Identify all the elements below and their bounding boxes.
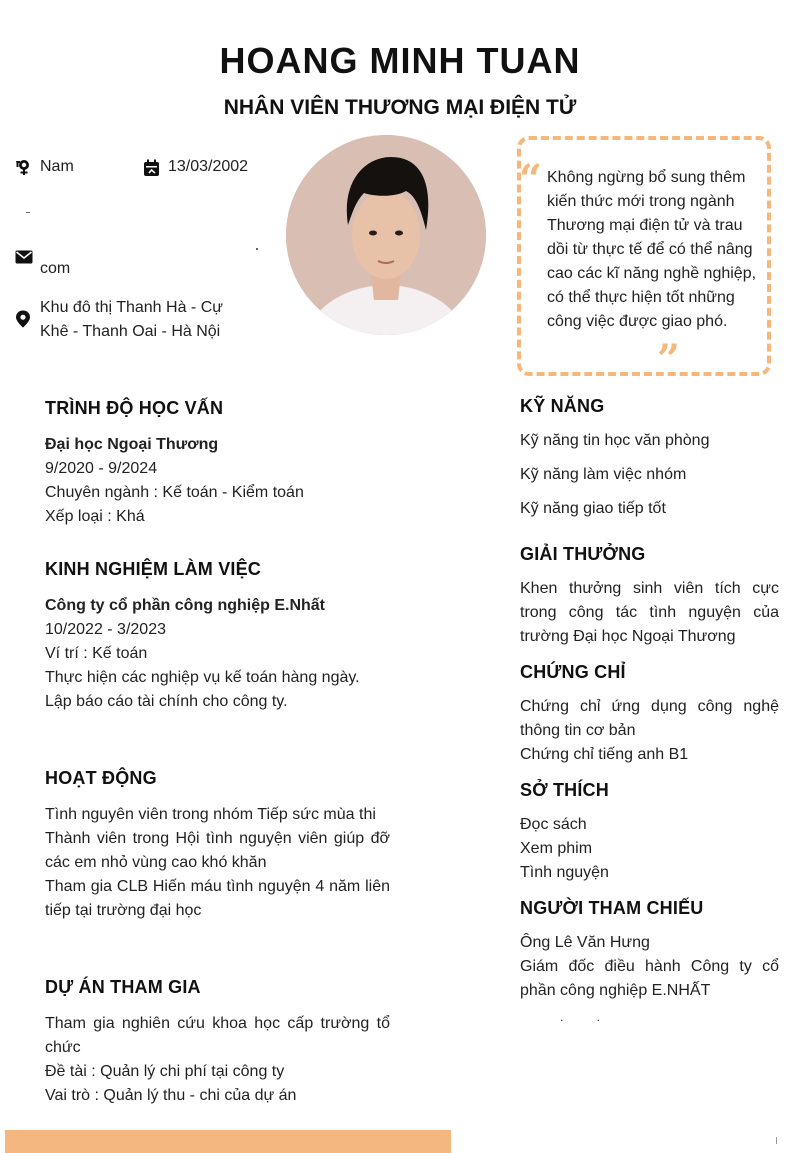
skill-item: Kỹ năng làm việc nhóm [520,466,687,483]
projects-list [45,1012,390,1108]
experience-role: Ví trí : Kế toán [45,645,148,662]
list-item: Chứng chỉ ứng dụng công nghệ thông tin cơ bản [520,698,779,739]
list-item: Đề tài : Quản lý chi phí tại công ty [45,1063,285,1080]
address-line-1: Khu đô thị Thanh Hà - Cự [40,299,223,316]
birthdate-value: 13/03/2002 [168,158,249,175]
references-section [520,931,779,1003]
education-grade: Xếp loại : Khá [45,508,145,525]
gender-icon [14,158,32,176]
references-heading: NGƯỜI THAM CHIẾU [520,898,704,918]
list-item: Đọc sách [520,816,587,833]
education-major: Chuyên ngành : Kế toán - Kiểm toán [45,484,304,501]
candidate-name: HOANG MINH TUAN [219,40,581,81]
projects-heading: DỰ ÁN THAM GIA [45,977,201,997]
job-title: NHÂN VIÊN THƯƠNG MẠI ĐIỆN TỬ [223,96,577,119]
list-item: Xem phim [520,840,593,857]
reference-title: Giám đốc điều hành Công ty cổ phần công nghiệp E.NHẤT [520,958,779,999]
footer-tick [776,1137,777,1144]
certificates-heading: CHỨNG CHỈ [520,662,626,682]
list-item: Tình nguyện [520,864,609,881]
education-school: Đại học Ngoại Thương [45,436,219,453]
reference-contact-placeholder: . . [560,1010,601,1024]
email-dot [256,248,258,250]
envelope-icon [15,248,33,266]
open-quote-icon: “ [519,156,543,203]
close-quote-icon: ” [657,336,681,383]
experience-task: Thực hiện các nghiệp vụ kế toán hàng ngày. [45,669,360,686]
address-line-2: Khê - Thanh Oai - Hà Nội [40,323,221,340]
experience-heading: KINH NGHIỆM LÀM VIỆC [45,559,262,579]
list-item: Tham gia nghiên cứu khoa học cấp trường tổ chức [45,1015,390,1056]
calendar-icon [143,159,161,177]
objective-text: Không ngừng bổ sung thêm kiến thức mới trong ngành Thương mại điện tử và trau dồi từ thực tế để có thể nâng cao các kĩ năng nghề nghiệp, có thể thực hiện tốt những công việc được giao phó. [547,169,757,330]
experience-task: Lập báo cáo tài chính cho công ty. [45,693,288,710]
experience-company: Công ty cổ phần công nghiệp E.Nhất [45,597,325,614]
email-tail: com [40,260,71,277]
education-heading: TRÌNH ĐỘ HỌC VẤN [45,398,224,418]
experience-period: 10/2022 - 3/2023 [45,621,166,638]
map-pin-icon [14,310,32,328]
activities-list [45,803,390,923]
certificates-list [520,695,779,767]
skills-heading: KỸ NĂNG [520,396,605,416]
list-item: Tình nguyên viên trong nhóm Tiếp sức mùa thi [45,806,376,823]
list-item: Chứng chỉ tiếng anh B1 [520,746,689,763]
awards-heading: GIẢI THƯỞNG [520,544,646,564]
footer-bar [5,1130,451,1153]
skill-item: Kỹ năng tin học văn phòng [520,432,710,449]
hobbies-heading: SỞ THÍCH [520,780,609,800]
awards-text: Khen thưởng sinh viên tích cực trong công tác tình nguyện của trường Đại học Ngoại Thương [520,580,779,645]
reference-name: Ông Lê Văn Hưng [520,934,650,951]
activities-heading: HOẠT ĐỘNG [45,768,157,788]
address [40,296,260,344]
experience-section [45,594,390,714]
avatar [286,135,486,335]
gender-value: Nam [40,158,74,175]
list-item: Tham gia CLB Hiến máu tình nguyện 4 năm liên tiếp tại trường đại học [45,878,390,919]
education-period: 9/2020 - 9/2024 [45,460,158,477]
phone-placeholder-mark [26,212,30,213]
list-item: Vai trò : Quản lý thu - chi của dự án [45,1087,297,1104]
education-section [45,433,390,529]
list-item: Thành viên trong Hội tình nguyện viên giúp đỡ các em nhỏ vùng cao khó khăn [45,830,390,871]
skill-item: Kỹ năng giao tiếp tốt [520,500,666,517]
hobbies-list [520,813,779,885]
